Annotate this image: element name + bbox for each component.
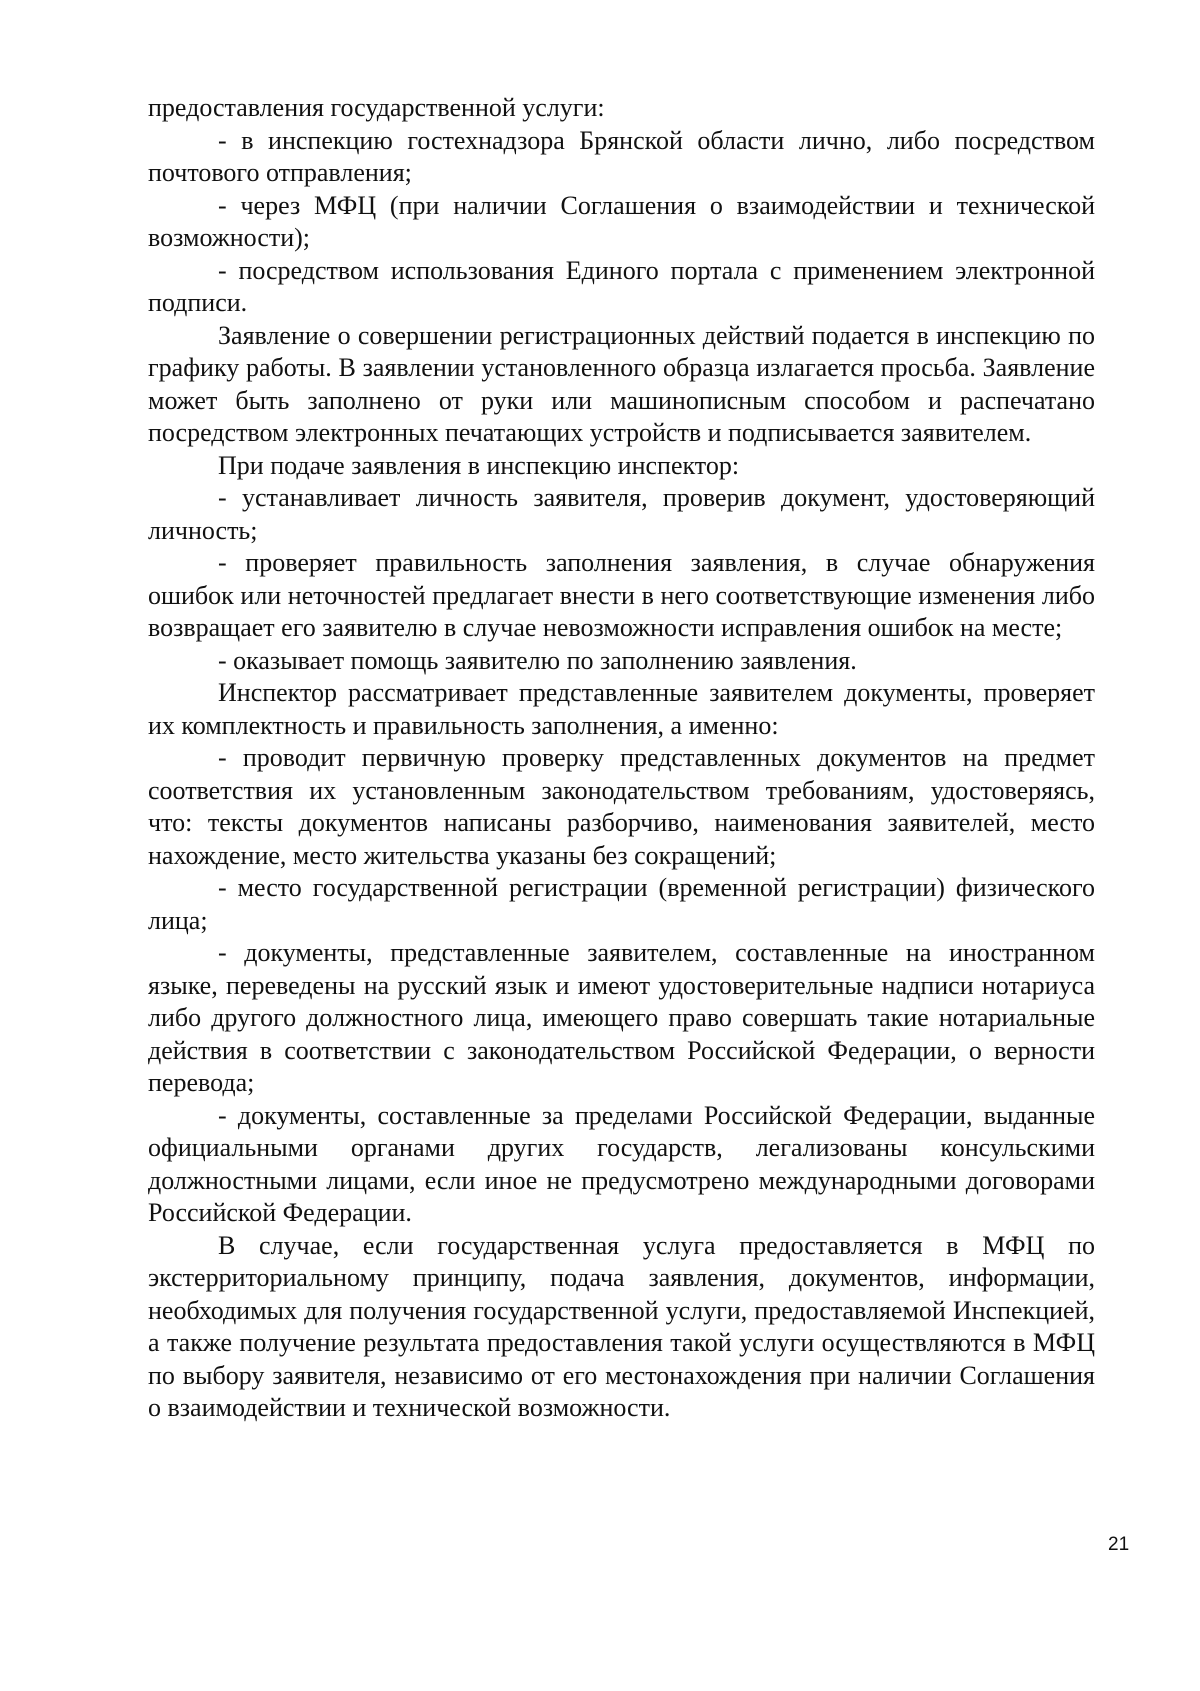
paragraph-list-item: - документы, представленные заявителем, составленные на иностранном языке, переведены на русский язык и имеют удостоверительные надписи нотариуса либо другого должностного лица, имеющего право совершать такие нотариальные действия в соответствии с законодательством Российской Федерации, о верности перевода; (148, 938, 1095, 1097)
paragraph: При подаче заявления в инспекцию инспектор: (218, 450, 740, 480)
paragraph-continuation: предоставления государственной услуги: (148, 93, 605, 122)
paragraph: Инспектор рассматривает представленные заявителем документы, проверяет их комплектность и правильность заполнения, а именно: (148, 678, 1095, 740)
paragraph-list-item: - место государственной регистрации (временной регистрации) физического лица; (148, 873, 1095, 935)
paragraph-list-item: - устанавливает личность заявителя, проверив документ, удостоверяющий личность; (148, 483, 1095, 545)
paragraph-list-item: - проверяет правильность заполнения заявления, в случае обнаружения ошибок или неточностей предлагает внести в него соответствующие изменения либо возвращает его заявителю в случае невозможности исправления ошибок на месте; (148, 548, 1095, 642)
paragraph-list-item: - проводит первичную проверку представленных документов на предмет соответствия их установленным законодательством требованиям, удостоверяясь, что: тексты документов написаны разборчиво, наименования заявителей, место нахождение, место жительства указаны без сокращений; (148, 743, 1095, 870)
page-number: 21 (1108, 1534, 1130, 1555)
paragraph: В случае, если государственная услуга предоставляется в МФЦ по экстерриториальному принципу, подача заявления, документов, информации, необходимых для получения государственной услуги, предоставляемой Инспекцией, а также получение результата предоставления такой услуги осуществляются в МФЦ по выбору заявителя, независимо от его местонахождения при наличии Соглашения о взаимодействии и технической возможности. (148, 1230, 1095, 1422)
paragraph-list-item: - в инспекцию гостехнадзора Брянской области лично, либо посредством почтового отправления; (148, 125, 1095, 187)
paragraph: Заявление о совершении регистрационных действий подается в инспекцию по графику работы. В заявлении установленного образца излагается просьба. Заявление может быть заполнено от руки или машинописным способом и распечатано посредством электронных печатающих устройств и подписывается заявителем. (148, 320, 1095, 447)
paragraph-list-item: - через МФЦ (при наличии Соглашения о взаимодействии и технической возможности); (148, 190, 1095, 252)
body-text (148, 92, 1095, 1425)
paragraph-list-item: - оказывает помощь заявителю по заполнению заявления. (218, 645, 857, 675)
paragraph-list-item: - документы, составленные за пределами Российской Федерации, выданные официальными органами других государств, легализованы консульскими должностными лицами, если иное не предусмотрено международными договорами Российской Федерации. (148, 1100, 1095, 1227)
paragraph-list-item: - посредством использования Единого портала с применением электронной подписи. (148, 255, 1095, 317)
